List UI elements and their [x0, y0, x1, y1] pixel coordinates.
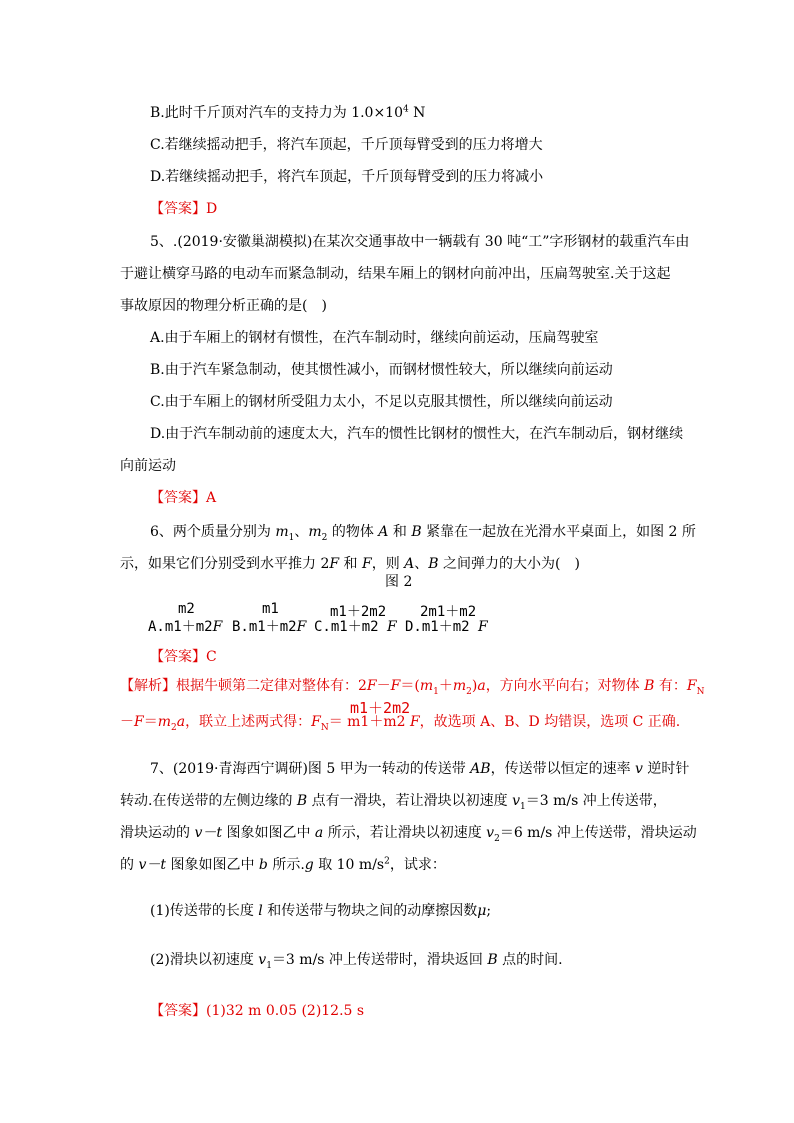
q6-answer [150, 648, 217, 666]
q7-answer-value: (1)32 m 0.05 (2)12.5 s [206, 1003, 365, 1019]
q7-var: AB [470, 761, 491, 777]
q7-part1 [150, 902, 491, 920]
q7-stem-line1 [150, 760, 689, 778]
q5-option-c: C.由于车厢上的钢材所受阻力太小，不足以克服其惯性，所以继续向前运动 [150, 394, 613, 410]
q7-stem-line2 [120, 792, 667, 810]
q7-text: 取 10 m/s [313, 857, 385, 873]
q6-analysis-fraction-numerator: m1＋2m2 [350, 699, 411, 717]
q7-var: v [512, 793, 521, 809]
q7-sub: 2 [494, 833, 500, 844]
q5-answer [150, 489, 216, 507]
q6-analysis-var: a [176, 714, 186, 730]
q6-option-b [232, 618, 306, 636]
q6-option-a-numerator: m2 [178, 601, 195, 617]
q5-option-d-line2: 向前运动 [120, 458, 176, 474]
q4-answer-label: 【答案】 [150, 201, 206, 217]
q6-text: 紧靠在一起放在光滑水平桌面上，如图 2 所 [421, 524, 696, 540]
q7-text: 点有一滑块，若让滑块以初速度 [307, 793, 513, 809]
q6-option-c-numerator: m1＋2m2 [330, 604, 387, 620]
q6-option-b-numerator: m1 [262, 601, 279, 617]
q6-analysis-var: F [409, 714, 420, 730]
q6-analysis-text: ) [471, 678, 478, 694]
q6-analysis-text: ，联立上述两式得： [185, 714, 312, 730]
q6-option-b-f: F [296, 619, 307, 635]
q6-var-f: F [361, 556, 372, 572]
q6-analysis-sub: N [696, 686, 705, 697]
q6-analysis-text: ＋ [438, 678, 453, 694]
q7-text: 所示，若让滑块以初速度 [323, 825, 487, 841]
q7-sub: 1 [266, 960, 272, 971]
q4-option-b-unit: N [408, 105, 426, 121]
q6-var-a: A [378, 524, 389, 540]
q6-analysis-text: ＝( [400, 678, 420, 694]
q6-analysis-sub: 2 [466, 686, 472, 697]
q6-analysis-var: F [366, 678, 377, 694]
q6-text: 、 [414, 556, 429, 572]
q6-analysis-var: m [419, 678, 434, 694]
q7-text: 逆时针 [642, 761, 690, 777]
q6-option-a-f: F [212, 619, 223, 635]
q6-answer-value: C [206, 649, 217, 665]
q6-sub2: 2 [321, 532, 328, 543]
q5-stem-line1: 5、.(2019·安徽巢湖模拟)在某次交通事故中一辆载有 30 吨“工”字形钢材的载重汽车由 [150, 234, 690, 250]
q7-var: v－t [138, 857, 166, 873]
q6-analysis-var: a [477, 678, 486, 694]
q6-text: 和 [388, 524, 412, 540]
q6-var-f: F [329, 556, 340, 572]
q7-var: a [314, 825, 324, 841]
q6-option-d [405, 618, 488, 636]
q5-stem-line2: 于避让横穿马路的电动车而紧急制动，结果车厢上的钢材向前冲出，压扁驾驶室.关于这起 [120, 266, 671, 282]
q7-text: ＝6 m/s 冲上传送带，滑块运动 [499, 825, 697, 841]
q4-answer-value: D [206, 201, 218, 217]
q6-option-c [314, 618, 397, 636]
q5-answer-label: 【答案】 [150, 490, 206, 506]
q6-analysis-text: ＝ [143, 714, 158, 730]
q7-var: v－t [194, 825, 222, 841]
q7-stem-line3 [120, 824, 697, 842]
q6-answer-label: 【答案】 [150, 649, 206, 665]
q6-sub1: 1 [288, 532, 295, 543]
q7-text: (2)滑块以初速度 [150, 952, 259, 968]
q6-analysis-text: － [376, 678, 391, 694]
q6-option-c-f: F [387, 619, 397, 635]
q6-var-b: B [428, 556, 439, 572]
q7-var: b [258, 857, 268, 873]
q7-text: ，传送带以恒定的速率 [490, 761, 636, 777]
q6-analysis-var: B [644, 678, 655, 694]
q6-analysis-text: ，方向水平向右；对物体 [485, 678, 645, 694]
q6-text: 示，如果它们分别受到水平推力 2 [120, 556, 330, 572]
q6-analysis-text: 有： [654, 678, 687, 694]
q7-stem-line4 [120, 856, 446, 874]
q7-var: v [486, 825, 495, 841]
q7-var: v [635, 761, 643, 777]
q6-analysis-sub: 2 [171, 722, 177, 733]
q6-var-b: B [411, 524, 422, 540]
q7-text: 图象如图乙中 [166, 857, 259, 873]
q4-option-c: C.若继续摇动把手，将汽车顶起，千斤顶每臂受到的压力将增大 [150, 137, 543, 153]
q6-figure-caption: 图 2 [385, 574, 413, 590]
q6-var-m2: m [308, 524, 322, 540]
q6-text: ，则 [371, 556, 405, 572]
q6-option-a-denominator: A.m1＋m2 [148, 619, 213, 635]
q4-answer [150, 200, 217, 218]
q6-option-d-denominator: D.m1＋m2 [405, 619, 479, 635]
q6-analysis-text: ，故选项 A、B、D 均错误，选项 C 正确. [419, 714, 681, 730]
q6-analysis-var: F [390, 678, 401, 694]
q7-text: ＝3 m/s 冲上传送带时，滑块返回 [271, 952, 488, 968]
q6-analysis-sub: 1 [433, 686, 439, 697]
q7-var: g [304, 857, 314, 873]
q6-option-d-f: F [478, 619, 488, 635]
q7-sub: 1 [520, 801, 526, 812]
q6-analysis-var: F [686, 678, 697, 694]
q6-analysis-text: 根据牛顿第二定律对整体有：2 [176, 678, 367, 694]
q4-option-b-text: B.此时千斤顶对汽车的支持力为 1.0×10 [150, 105, 403, 121]
q6-analysis-sub: N [320, 722, 329, 733]
q4-option-b-exponent: 4 [403, 104, 409, 115]
q7-text: 所示. [267, 857, 305, 873]
q6-text: 和 [339, 556, 362, 572]
q6-stem-line1 [150, 523, 696, 541]
q7-text: (1)传送带的长度 [150, 903, 259, 919]
q7-text: 图象如图乙中 [222, 825, 315, 841]
q5-stem-line3: 事故原因的物理分析正确的是( ) [120, 298, 327, 314]
q5-answer-value: A [206, 490, 217, 506]
q6-text: 的物体 [327, 524, 379, 540]
q7-text: 和传送带与物块之间的动摩擦因数 [262, 903, 478, 919]
q7-part2 [150, 951, 563, 969]
q4-option-b [150, 104, 425, 122]
q7-answer-label: 【答案】 [150, 1003, 206, 1019]
q7-text: 点的时间. [497, 952, 563, 968]
q7-var: v [258, 952, 267, 968]
q6-analysis-line1 [120, 677, 704, 695]
q6-text: 之间弹力的大小为( ) [438, 556, 580, 572]
q6-option-c-denominator: C.m1＋m2 [314, 619, 388, 635]
q6-option-a [148, 618, 222, 636]
q6-stem-line2 [120, 555, 580, 573]
q7-text: 的 [120, 857, 139, 873]
q7-text: 转动.在传送带的左侧边缘的 [120, 793, 297, 809]
q4-option-d: D.若继续摇动把手，将汽车顶起，千斤顶每臂受到的压力将减小 [150, 169, 544, 185]
q6-analysis-line2 [120, 713, 680, 731]
q6-analysis-var: m [157, 714, 171, 730]
q6-text: 、 [294, 524, 309, 540]
q7-var: l [258, 903, 263, 919]
q6-analysis-var: F [311, 714, 321, 730]
q7-text: 7、(2019·青海西宁调研)图 5 甲为一转动的传送带 [150, 761, 471, 777]
q6-analysis-label: 【解析】 [120, 678, 176, 694]
q6-var-m1: m [275, 524, 289, 540]
q7-text: ; [486, 903, 492, 919]
q7-text: 滑块运动的 [120, 825, 195, 841]
q6-text: 6、两个质量分别为 [150, 524, 276, 540]
q6-option-b-denominator: B.m1＋m2 [232, 619, 297, 635]
q7-var: μ [477, 903, 487, 919]
q6-var-a: A [404, 556, 415, 572]
q7-var: B [296, 793, 308, 809]
q7-var: B [487, 952, 498, 968]
q6-analysis-var: F [134, 714, 144, 730]
q6-analysis-var: m [452, 678, 467, 694]
q7-text: ，试求： [389, 857, 446, 873]
q7-answer [150, 1002, 364, 1020]
q5-option-d-line1: D.由于汽车制动前的速度太大，汽车的惯性比钢材的惯性大，在汽车制动后，钢材继续 [150, 426, 684, 442]
q5-option-b: B.由于汽车紧急制动，使其惯性减小，而钢材惯性较大，所以继续向前运动 [150, 362, 613, 378]
q6-option-d-numerator: 2m1＋m2 [420, 604, 477, 620]
q6-analysis-text: － [120, 714, 134, 730]
q7-sup: 2 [384, 856, 390, 867]
q5-option-a: A.由于车厢上的钢材有惯性，在汽车制动时，继续向前运动，压扁驾驶室 [150, 330, 599, 346]
q6-analysis-text: ＝ m1＋m2 [328, 714, 410, 730]
q7-text: ＝3 m/s 冲上传送带， [525, 793, 667, 809]
